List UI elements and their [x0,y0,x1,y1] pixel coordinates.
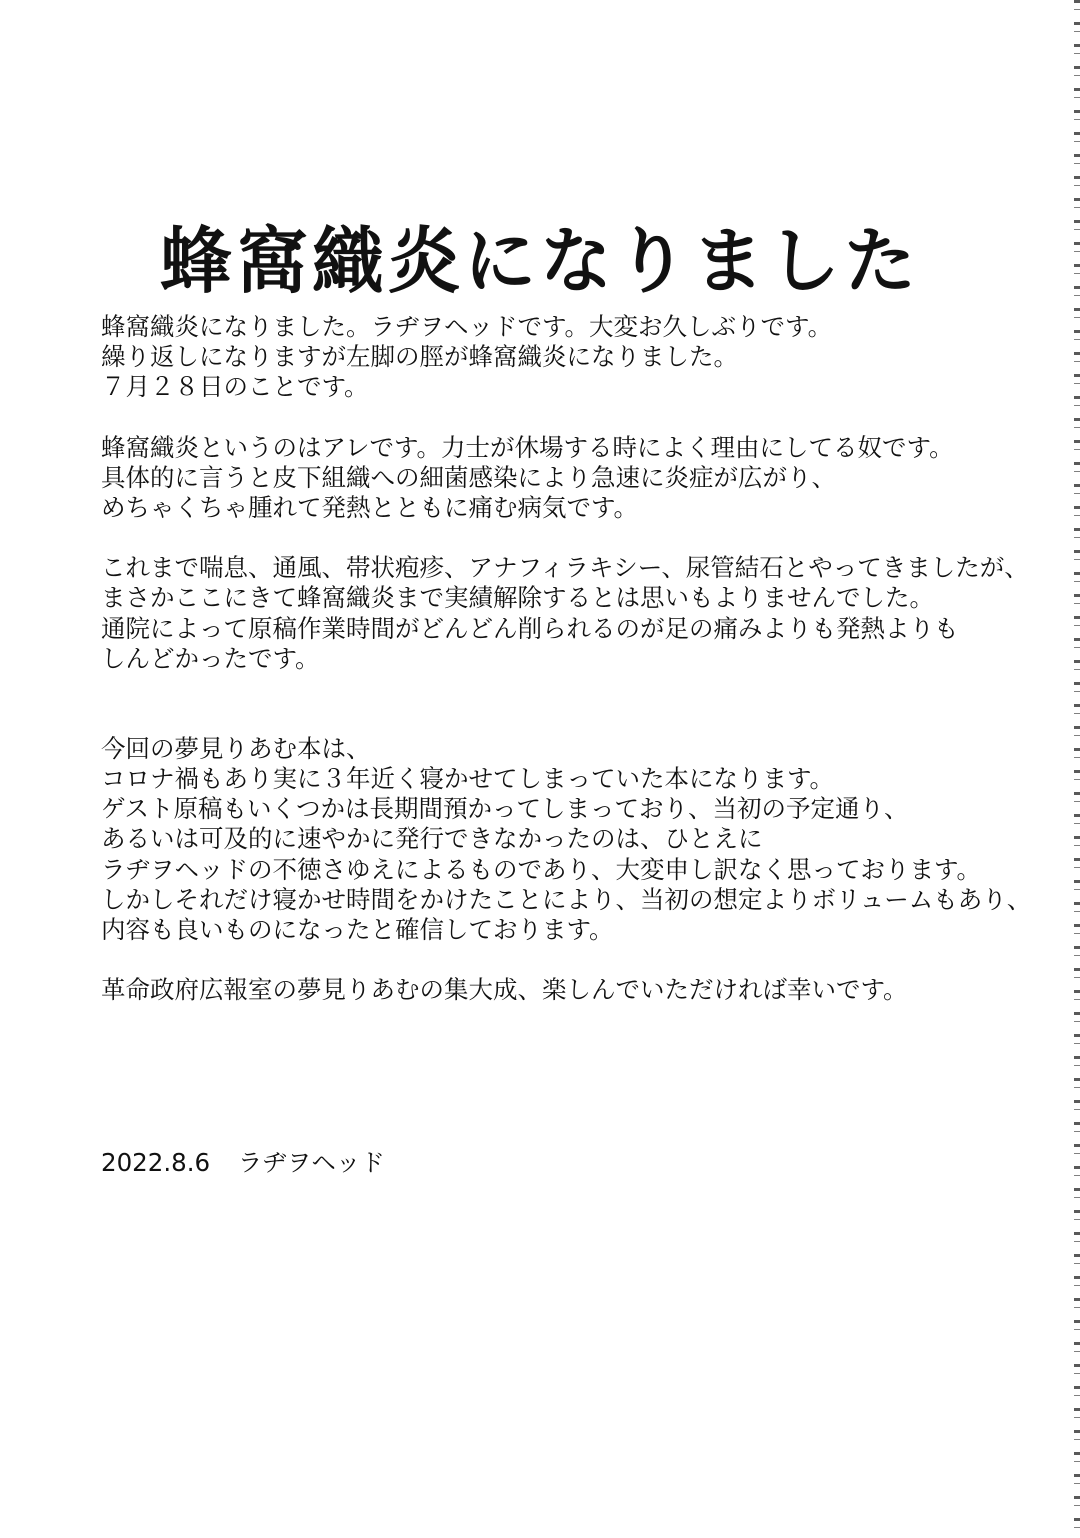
text-line: 具体的に言うと皮下組織への細菌感染により急速に炎症が広がり、 [101,462,836,492]
text-line: まさかここにきて蜂窩織炎まで実績解除するとは思いもよりませんでした。 [101,583,934,613]
text-line: これまで喘息、通風、帯状疱疹、アナフィラキシー、尿管結石とやってきましたが、 [101,553,1029,583]
text-line: ゲスト原稿もいくつかは長期間預かってしまっており、当初の予定通り、 [101,794,909,824]
text-line: 通院によって原稿作業時間がどんどん削られるのが足の痛みよりも発熱よりも [101,613,959,643]
text-line: 今回の夢見りあむ本は、 [101,733,371,763]
text-line: 内容も良いものになったと確信しております。 [101,915,614,944]
signature-author: ラヂヲヘッド [237,1148,385,1177]
text-line: しんどかったです。 [101,643,320,673]
scan-edge-artifact [1074,0,1080,1538]
text-line: ラヂヲヘッドの不徳さゆえによるものであり、大変申し訳なく思っております。 [101,854,982,884]
signature [101,1148,385,1178]
text-line: 繰り返しになりますが左脚の脛が蜂窩織炎になりました。 [101,342,738,372]
page-title: 蜂窩織炎になりました [159,219,920,304]
paragraph-5 [101,975,1041,1005]
text-line: 革命政府広報室の夢見りあむの集大成、楽しんでいただければ幸いです。 [101,975,908,1005]
text-line: 蜂窩織炎というのはアレです。力士が休場する時によく理由にしてる奴です。 [101,432,954,462]
paragraph-1 [101,312,1041,403]
text-line: しかしそれだけ寝かせ時間をかけたことにより、当初の想定よりボリュームもあり、 [101,884,1032,914]
text-line: コロナ禍もあり実に３年近く寝かせてしまっていた本になります。 [101,764,835,794]
body-text [101,312,1041,1035]
signature-date: 2022.8.6 [101,1148,211,1177]
text-line: 蜂窩織炎になりました。ラヂヲヘッドです。大変お久しぶりです。 [101,312,833,341]
text-line: あるいは可及的に速やかに発行できなかったのは、ひとえに [101,824,763,854]
text-line: ７月２８日のことです。 [101,372,369,402]
paragraph-4 [101,734,1041,945]
paragraph-2 [101,433,1041,524]
text-line: めちゃくちゃ腫れて発熱とともに痛む病気です。 [101,492,639,522]
paragraph-3 [101,553,1041,674]
